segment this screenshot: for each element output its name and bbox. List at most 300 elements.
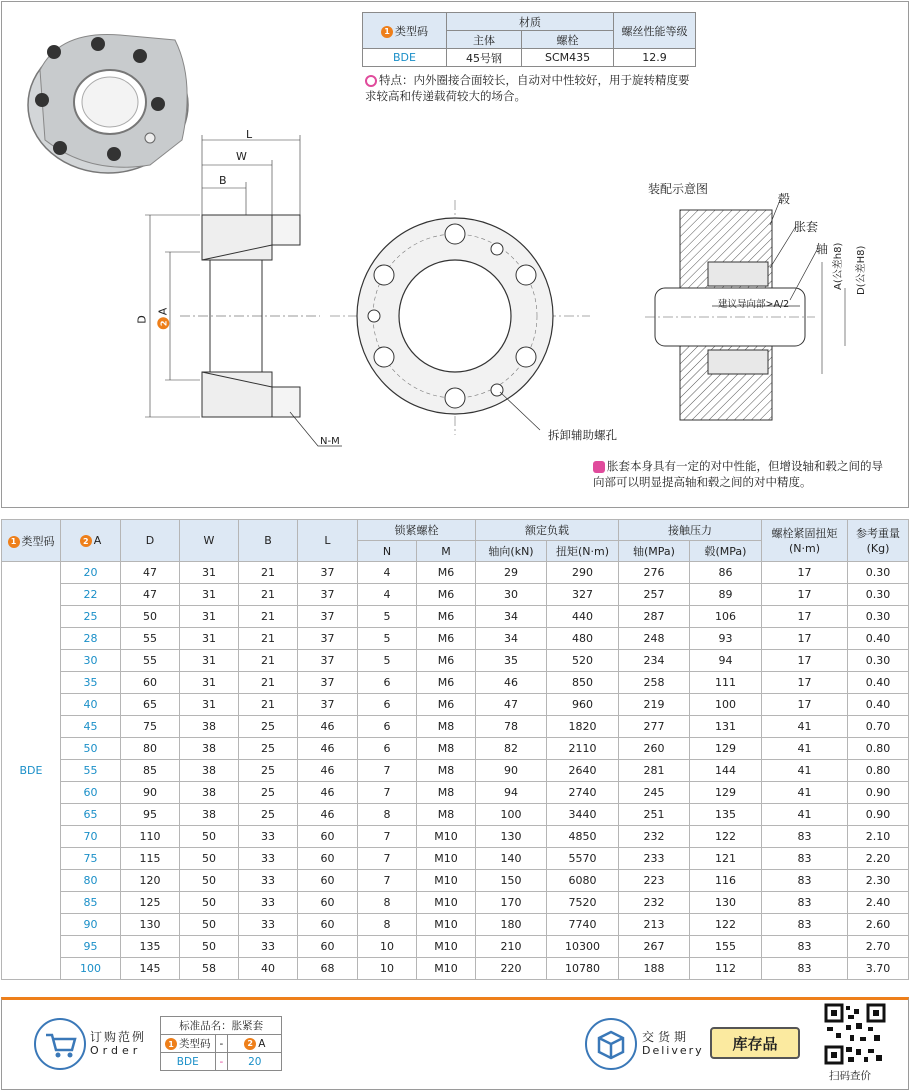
- table-cell: 144: [690, 760, 762, 782]
- table-cell: 33: [239, 936, 298, 958]
- order-a-value: 20: [228, 1053, 282, 1071]
- order-title: 订购范例: [90, 1030, 147, 1044]
- table-cell: 8: [358, 804, 417, 826]
- table-cell: 60: [298, 826, 358, 848]
- table-cell: 37: [298, 672, 358, 694]
- table-cell: 94: [476, 782, 547, 804]
- material-table: [362, 12, 696, 67]
- table-cell: 28: [61, 628, 121, 650]
- table-cell: 35: [476, 650, 547, 672]
- th-pressure: 接触压力: [619, 520, 762, 541]
- th-W: W: [180, 520, 239, 562]
- th-M: M: [417, 541, 476, 562]
- table-cell: M8: [417, 738, 476, 760]
- table-cell: 82: [476, 738, 547, 760]
- table-cell: 3440: [547, 804, 619, 826]
- table-cell: 6: [358, 716, 417, 738]
- table-cell: M6: [417, 672, 476, 694]
- table-row: [2, 650, 909, 672]
- table-cell: 100: [476, 804, 547, 826]
- th-hub: 毂(MPa): [690, 541, 762, 562]
- table-cell: 37: [298, 650, 358, 672]
- table-cell: 83: [762, 892, 848, 914]
- table-cell: 46: [298, 738, 358, 760]
- table-cell: 17: [762, 606, 848, 628]
- th-weight-unit: (Kg): [866, 541, 890, 555]
- table-cell: 281: [619, 760, 690, 782]
- material-header-type: [363, 13, 447, 49]
- label-shaft: 轴: [816, 242, 829, 256]
- table-cell: 290: [547, 562, 619, 584]
- table-cell: 8: [358, 892, 417, 914]
- table-cell: 6: [358, 738, 417, 760]
- table-cell: 65: [61, 804, 121, 826]
- label-removal-hole: 拆卸辅助螺孔: [548, 428, 617, 442]
- order-type-label-text: 类型码: [179, 1038, 211, 1050]
- label-tolerance-H8: D(公差H8): [856, 245, 867, 295]
- table-cell: 46: [298, 782, 358, 804]
- table-cell: 115: [121, 848, 180, 870]
- table-cell: 5: [358, 606, 417, 628]
- table-cell: 31: [180, 650, 239, 672]
- table-cell: 7: [358, 848, 417, 870]
- table-row: [2, 826, 909, 848]
- delivery-title: 交货期: [642, 1030, 691, 1044]
- table-row: [2, 782, 909, 804]
- table-cell: 33: [239, 870, 298, 892]
- table-cell: 25: [239, 738, 298, 760]
- table-cell: 10: [358, 958, 417, 980]
- cart-icon: [34, 1018, 86, 1070]
- order-subtitle: Order: [90, 1044, 142, 1057]
- table-cell: 0.30: [848, 562, 909, 584]
- th-type: [2, 520, 61, 562]
- table-cell: 520: [547, 650, 619, 672]
- table-cell: 7: [358, 870, 417, 892]
- dim-label-D: D: [135, 315, 149, 324]
- table-cell: 0.30: [848, 606, 909, 628]
- table-cell: 4850: [547, 826, 619, 848]
- table-cell: 47: [476, 694, 547, 716]
- material-grade-value: 12.9: [614, 49, 696, 67]
- table-cell: 41: [762, 804, 848, 826]
- order-dash: -: [215, 1035, 228, 1053]
- table-cell: 17: [762, 672, 848, 694]
- table-cell: 50: [61, 738, 121, 760]
- table-cell: 130: [690, 892, 762, 914]
- table-cell: 60: [121, 672, 180, 694]
- table-cell: 116: [690, 870, 762, 892]
- table-cell: 2740: [547, 782, 619, 804]
- table-cell: 2110: [547, 738, 619, 760]
- order-a-label: [228, 1035, 282, 1053]
- stock-badge: 库存品: [710, 1027, 800, 1059]
- table-cell: 257: [619, 584, 690, 606]
- table-cell: 125: [121, 892, 180, 914]
- table-cell: 31: [180, 694, 239, 716]
- table-cell: 232: [619, 892, 690, 914]
- table-cell: 219: [619, 694, 690, 716]
- table-cell: 100: [61, 958, 121, 980]
- table-cell: M6: [417, 694, 476, 716]
- table-cell: 55: [61, 760, 121, 782]
- table-cell: 93: [690, 628, 762, 650]
- label-hub: 毂: [778, 192, 791, 206]
- table-cell: 21: [239, 650, 298, 672]
- table-cell: 41: [762, 760, 848, 782]
- qr-code-icon[interactable]: [824, 1003, 886, 1065]
- table-cell: 50: [180, 870, 239, 892]
- table-cell: 85: [61, 892, 121, 914]
- table-cell: 40: [239, 958, 298, 980]
- table-cell: M6: [417, 628, 476, 650]
- label-guide: 建议导向部>A/2: [718, 299, 790, 310]
- table-cell: 10300: [547, 936, 619, 958]
- table-cell: 37: [298, 606, 358, 628]
- table-cell: 145: [121, 958, 180, 980]
- dim-label-B: B: [219, 174, 227, 187]
- order-std-name: 标准品名：胀紧套: [161, 1017, 282, 1035]
- table-cell: 90: [61, 914, 121, 936]
- table-cell: 31: [180, 672, 239, 694]
- table-cell: 37: [298, 584, 358, 606]
- table-cell: 94: [690, 650, 762, 672]
- table-cell: 180: [476, 914, 547, 936]
- table-cell: 46: [298, 716, 358, 738]
- table-cell: 20: [61, 562, 121, 584]
- th-bolt: 锁紧螺栓: [358, 520, 476, 541]
- table-cell: 5: [358, 628, 417, 650]
- table-cell: 2.70: [848, 936, 909, 958]
- table-cell: 5: [358, 650, 417, 672]
- table-cell: 220: [476, 958, 547, 980]
- table-cell: 0.40: [848, 694, 909, 716]
- table-cell: M10: [417, 958, 476, 980]
- table-cell: 50: [180, 892, 239, 914]
- th-load: 额定负载: [476, 520, 619, 541]
- table-cell: 46: [298, 760, 358, 782]
- table-cell: 50: [121, 606, 180, 628]
- table-cell: 106: [690, 606, 762, 628]
- table-cell: 17: [762, 694, 848, 716]
- table-cell: M8: [417, 716, 476, 738]
- table-cell: 7: [358, 760, 417, 782]
- qr-label: 扫码查价: [829, 1070, 871, 1082]
- table-cell: 251: [619, 804, 690, 826]
- table-row: [2, 804, 909, 826]
- table-cell: 135: [121, 936, 180, 958]
- material-type-value: BDE: [363, 49, 447, 67]
- table-cell: 90: [121, 782, 180, 804]
- table-cell: 38: [180, 804, 239, 826]
- material-header-bolt: 螺栓: [522, 31, 614, 49]
- table-cell: 232: [619, 826, 690, 848]
- table-cell: 110: [121, 826, 180, 848]
- table-cell: 112: [690, 958, 762, 980]
- table-cell: 29: [476, 562, 547, 584]
- table-cell: 2640: [547, 760, 619, 782]
- table-cell: 8: [358, 914, 417, 936]
- material-header-material: 材质: [447, 13, 614, 31]
- table-cell: 327: [547, 584, 619, 606]
- table-cell: 276: [619, 562, 690, 584]
- table-cell: 17: [762, 562, 848, 584]
- table-cell: M8: [417, 782, 476, 804]
- table-cell: 31: [180, 628, 239, 650]
- material-bolt-value: SCM435: [522, 49, 614, 67]
- front-view: [330, 200, 590, 435]
- table-row: [2, 848, 909, 870]
- table-cell: 33: [239, 826, 298, 848]
- section-view: [145, 135, 342, 446]
- feature-note-text: 特点：内外圈接合面较长，自动对中性较好，用于旋转精度要求较高和传递载荷较大的场合。: [365, 73, 690, 103]
- table-cell: 260: [619, 738, 690, 760]
- th-D: D: [121, 520, 180, 562]
- table-cell: 46: [476, 672, 547, 694]
- table-cell: M6: [417, 584, 476, 606]
- th-B: B: [239, 520, 298, 562]
- table-cell: 7740: [547, 914, 619, 936]
- table-cell: 135: [690, 804, 762, 826]
- table-row: [2, 606, 909, 628]
- table-cell: 85: [121, 760, 180, 782]
- table-cell: 25: [61, 606, 121, 628]
- th-shaft: 轴(MPa): [619, 541, 690, 562]
- table-cell: 38: [180, 782, 239, 804]
- table-cell: 33: [239, 892, 298, 914]
- table-cell: 850: [547, 672, 619, 694]
- material-body-value: 45号钢: [447, 49, 522, 67]
- table-cell: 480: [547, 628, 619, 650]
- table-cell: 130: [121, 914, 180, 936]
- table-cell: 234: [619, 650, 690, 672]
- table-cell: 4: [358, 562, 417, 584]
- table-cell: 140: [476, 848, 547, 870]
- badge-two: 2: [157, 317, 169, 329]
- table-cell: M6: [417, 650, 476, 672]
- table-cell: 1820: [547, 716, 619, 738]
- dim-label-NM: N-M: [320, 436, 340, 447]
- table-cell: 150: [476, 870, 547, 892]
- table-cell: 2.10: [848, 826, 909, 848]
- table-cell: 6: [358, 694, 417, 716]
- table-cell: 7: [358, 782, 417, 804]
- table-cell: 6080: [547, 870, 619, 892]
- table-cell: 83: [762, 826, 848, 848]
- table-cell: 86: [690, 562, 762, 584]
- table-cell: 60: [298, 892, 358, 914]
- table-cell: 440: [547, 606, 619, 628]
- table-cell: 4: [358, 584, 417, 606]
- table-cell: 60: [298, 936, 358, 958]
- badge-one: 1: [8, 536, 20, 548]
- material-header-body: 主体: [447, 31, 522, 49]
- th-tight: [762, 520, 848, 562]
- table-cell: 0.70: [848, 716, 909, 738]
- table-cell: 40: [61, 694, 121, 716]
- dim-label-A-text: A: [156, 307, 170, 316]
- table-cell: 60: [298, 914, 358, 936]
- badge-one: 1: [381, 26, 393, 38]
- table-cell: 0.80: [848, 760, 909, 782]
- table-cell: 210: [476, 936, 547, 958]
- table-row: [2, 892, 909, 914]
- dim-label-L: L: [246, 128, 253, 141]
- material-header-type-label: 类型码: [395, 24, 428, 38]
- table-cell: 60: [298, 848, 358, 870]
- table-cell: 65: [121, 694, 180, 716]
- table-cell: 38: [180, 716, 239, 738]
- table-cell: 0.80: [848, 738, 909, 760]
- table-cell: 258: [619, 672, 690, 694]
- table-cell: 2.40: [848, 892, 909, 914]
- delivery-subtitle: Delivery: [642, 1044, 704, 1057]
- table-cell: 6: [358, 672, 417, 694]
- table-cell: 95: [61, 936, 121, 958]
- table-cell: 267: [619, 936, 690, 958]
- table-cell: 31: [180, 584, 239, 606]
- table-cell: 80: [121, 738, 180, 760]
- spec-table: [1, 519, 909, 980]
- table-cell: 34: [476, 606, 547, 628]
- table-cell: 0.30: [848, 650, 909, 672]
- table-cell: 2.60: [848, 914, 909, 936]
- table-cell: 122: [690, 826, 762, 848]
- table-cell: 17: [762, 650, 848, 672]
- th-A: [61, 520, 121, 562]
- type-cell: BDE: [2, 562, 61, 980]
- table-cell: 30: [61, 650, 121, 672]
- table-cell: 0.40: [848, 672, 909, 694]
- table-cell: 25: [239, 716, 298, 738]
- table-cell: 47: [121, 562, 180, 584]
- th-A-label: A: [93, 534, 102, 547]
- badge-two: 2: [244, 1038, 256, 1050]
- table-cell: 2.20: [848, 848, 909, 870]
- badge-two: 2: [80, 535, 92, 547]
- table-cell: 50: [180, 848, 239, 870]
- table-cell: 68: [298, 958, 358, 980]
- product-photo: [28, 34, 188, 173]
- table-row: [2, 672, 909, 694]
- table-cell: 55: [121, 628, 180, 650]
- feature-note: [365, 72, 700, 104]
- order-type-value: BDE: [161, 1053, 216, 1071]
- table-cell: 30: [476, 584, 547, 606]
- table-cell: 170: [476, 892, 547, 914]
- table-cell: 22: [61, 584, 121, 606]
- table-cell: 3.70: [848, 958, 909, 980]
- th-type-label: 类型码: [21, 534, 55, 548]
- table-cell: 50: [180, 936, 239, 958]
- table-cell: 37: [298, 562, 358, 584]
- order-dash: -: [215, 1053, 228, 1071]
- th-weight: [848, 520, 909, 562]
- table-cell: 45: [61, 716, 121, 738]
- table-cell: 25: [239, 782, 298, 804]
- table-cell: 50: [180, 826, 239, 848]
- table-cell: 21: [239, 584, 298, 606]
- delivery-box-icon: [585, 1018, 637, 1070]
- table-cell: 21: [239, 694, 298, 716]
- table-cell: 129: [690, 782, 762, 804]
- table-row: [2, 958, 909, 980]
- feature-icon: [365, 75, 377, 87]
- centering-note-text: 胀套本身具有一定的对中性能，但增设轴和毂之间的导向部可以明显提高轴和毂之间的对中精度。: [593, 459, 883, 489]
- th-torque: 扭矩(N·m): [547, 541, 619, 562]
- assembly-title: 装配示意图: [648, 182, 709, 196]
- table-row: [2, 694, 909, 716]
- table-cell: 41: [762, 716, 848, 738]
- table-cell: 233: [619, 848, 690, 870]
- table-cell: 83: [762, 958, 848, 980]
- table-cell: 0.90: [848, 782, 909, 804]
- th-tight-unit: (N·m): [788, 541, 821, 555]
- table-cell: 37: [298, 628, 358, 650]
- table-cell: 95: [121, 804, 180, 826]
- table-cell: 38: [180, 760, 239, 782]
- table-cell: 31: [180, 562, 239, 584]
- dim-label-A: [156, 308, 169, 330]
- table-cell: 31: [180, 606, 239, 628]
- table-cell: 83: [762, 914, 848, 936]
- table-cell: 130: [476, 826, 547, 848]
- table-cell: 33: [239, 914, 298, 936]
- table-cell: 41: [762, 738, 848, 760]
- table-row: [2, 562, 909, 584]
- table-cell: 83: [762, 936, 848, 958]
- table-cell: 10780: [547, 958, 619, 980]
- th-N: N: [358, 541, 417, 562]
- table-cell: 41: [762, 782, 848, 804]
- table-cell: 60: [298, 870, 358, 892]
- table-row: [2, 914, 909, 936]
- table-cell: 5570: [547, 848, 619, 870]
- table-cell: 7520: [547, 892, 619, 914]
- table-cell: M10: [417, 936, 476, 958]
- table-cell: 0.90: [848, 804, 909, 826]
- table-row: [2, 760, 909, 782]
- table-cell: 277: [619, 716, 690, 738]
- table-row: [2, 628, 909, 650]
- table-cell: 960: [547, 694, 619, 716]
- table-cell: 155: [690, 936, 762, 958]
- table-cell: 90: [476, 760, 547, 782]
- table-cell: 129: [690, 738, 762, 760]
- table-cell: M10: [417, 826, 476, 848]
- table-cell: 131: [690, 716, 762, 738]
- table-cell: 75: [121, 716, 180, 738]
- table-cell: 46: [298, 804, 358, 826]
- table-cell: 34: [476, 628, 547, 650]
- table-row: [2, 870, 909, 892]
- table-cell: 35: [61, 672, 121, 694]
- table-cell: 38: [180, 738, 239, 760]
- table-cell: M8: [417, 760, 476, 782]
- table-cell: 47: [121, 584, 180, 606]
- table-cell: 58: [180, 958, 239, 980]
- table-cell: 75: [61, 848, 121, 870]
- table-cell: 188: [619, 958, 690, 980]
- th-axial: 轴向(kN): [476, 541, 547, 562]
- dim-label-W: W: [236, 150, 247, 163]
- table-cell: 25: [239, 804, 298, 826]
- th-L: L: [298, 520, 358, 562]
- material-header-grade: 螺丝性能等级: [614, 13, 696, 49]
- label-tolerance-h8: A(公差h8): [833, 242, 844, 290]
- centering-icon: [593, 461, 605, 473]
- centering-note: [593, 458, 893, 490]
